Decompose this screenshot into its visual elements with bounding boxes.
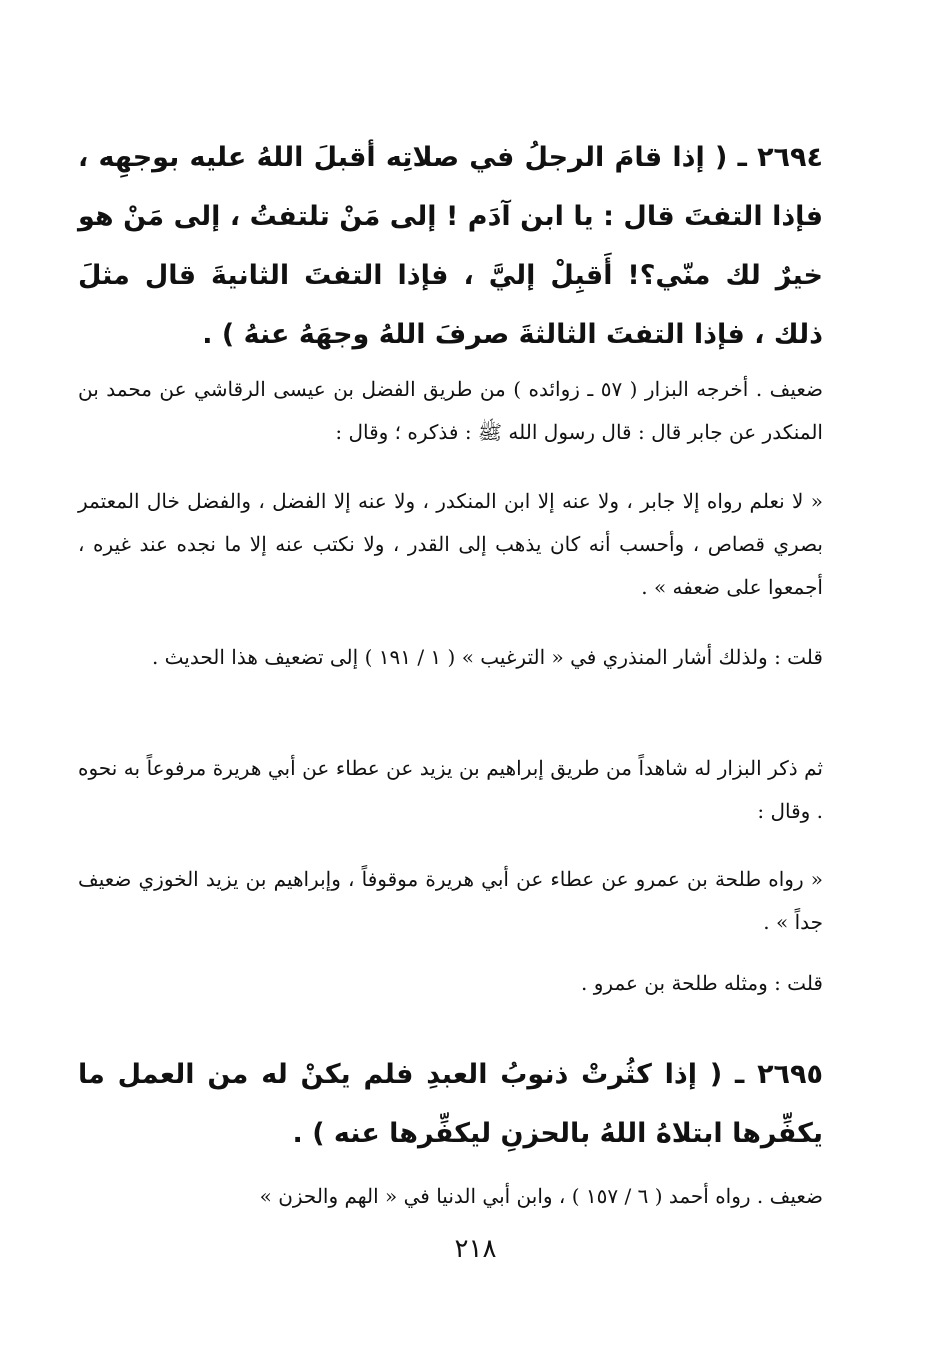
commentary-2694-p1 [78,368,823,454]
commentary-2694-p4 [78,747,823,833]
hadith-2694 [78,128,823,364]
quoted-paragraph: « رواه طلحة بن عمرو عن عطاء عن أبي هريرة موقوفاً ، وإبراهيم بن يزيد الخوزي ضعيف جداً » . [78,867,823,934]
commentary-paragraph: ثم ذكر البزار له شاهداً من طريق إبراهيم بن يزيد عن عطاء عن أبي هريرة مرفوعاً به نحوه . وقال : [78,756,823,823]
commentary-paragraph: قلت : ومثله طلحة بن عمرو . [581,971,823,995]
commentary-2694-p5 [78,858,823,944]
quoted-paragraph: « لا نعلم رواه إلا جابر ، ولا عنه إلا ابن المنكدر ، ولا عنه إلا الفضل ، والفضل خال المعتمر بصري قصاص ، وأحسب أنه كان يذهب إلى القدر ، ولا نكتب عنه إلا ما نجده عند غيره ، أجمعوا على ضعفه » . [78,489,823,599]
commentary-paragraph: قلت : ولذلك أشار المنذري في « الترغيب » ( ١ / ١٩١ ) إلى تضعيف هذا الحديث . [151,645,823,669]
hadith-2695 [78,1045,823,1163]
commentary-paragraph: ضعيف . أخرجه البزار ( ٥٧ ـ زوائده ) من طريق الفضل بن عيسى الرقاشي عن محمد بن المنكدر عن جابر قال : قال رسول الله ﷺ : فذكره ؛ وقال : [78,377,824,444]
commentary-2695-p1 [78,1175,823,1218]
commentary-paragraph: ضعيف . رواه أحمد ( ٦ / ١٥٧ ) ، وابن أبي الدنيا في « الهم والحزن » [259,1184,823,1208]
hadith-2694-text: ٢٦٩٤ ـ ( إذا قامَ الرجلُ في صلاتِه أقبلَ اللهُ عليه بوجهِه ، فإذا التفتَ قال : يا ابن آدَم ! إلى مَنْ تلتفتُ ، إلى مَنْ هو خيرٌ لك منّي؟! أَقبِلْ إليَّ ، فإذا التفتَ الثانيةَ قال مثلَ ذلك ، فإذا التفتَ الثالثةَ صرفَ اللهُ وجهَهُ عنهُ ) . [78,142,823,350]
page-number: ٢١٨ [454,1234,497,1264]
commentary-2694-p6 [78,962,823,1005]
commentary-2694-p3 [78,636,823,679]
hadith-2695-text: ٢٦٩٥ ـ ( إذا كثُرتْ ذنوبُ العبدِ فلم يكنْ له من العمل ما يكفِّرها ابتلاهُ اللهُ بالحزنِ ليكفِّرها عنه ) . [78,1059,823,1149]
commentary-2694-p2 [78,480,823,609]
